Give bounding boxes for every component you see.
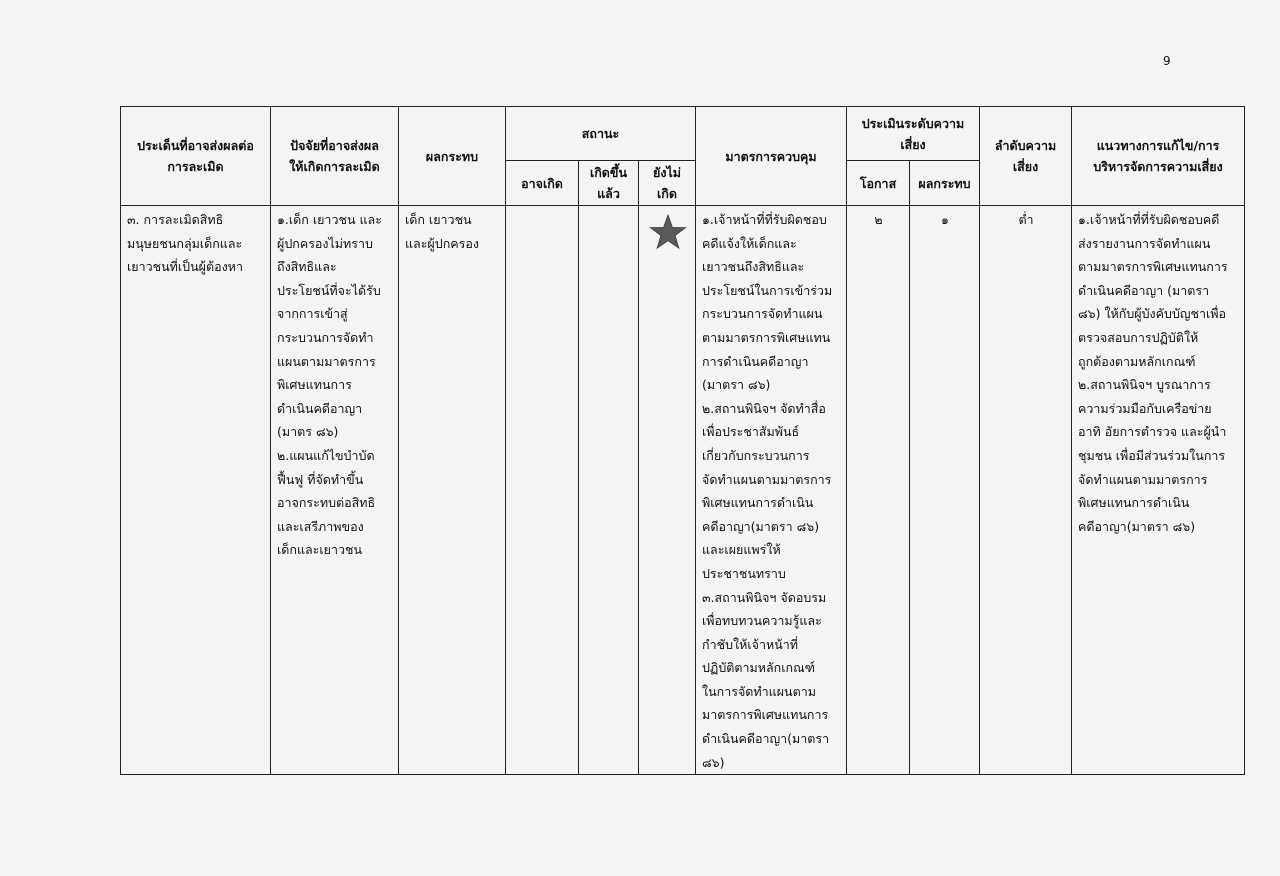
- cell-factor: ๑.เด็ก เยาวชน และ ผู้ปกครองไม่ทราบ ถึงสิทธิและ ประโยชน์ที่จะได้รับ จากการเข้าสู่ กระบวนการจัดทำ แผนตามมาตรการ พิเศษแทนการ ดำเนินคดีอาญา (มาตร ๘๖) ๒.แผนแก้ไขบำบัด ฟื้นฟู ที่จัดทำขึ้น อาจกระทบต่อสิทธิ และเสรีภาพของ เด็กและเยาวชน: [271, 206, 399, 775]
- header-status-occurred: เกิดขึ้น แล้ว: [579, 161, 639, 206]
- header-factor: ปัจจัยที่อาจส่งผล ให้เกิดการละเมิด: [271, 107, 399, 206]
- header-status-not-yet: ยังไม่ เกิด: [639, 161, 696, 206]
- header-severity: ผลกระทบ: [910, 161, 980, 206]
- header-impact: ผลกระทบ: [399, 107, 506, 206]
- cell-issue: ๓. การละเมิดสิทธิ มนุษยชนกลุ่มเด็กและ เยาวชนที่เป็นผู้ต้องหา: [121, 206, 271, 775]
- cell-severity: ๑: [910, 206, 980, 775]
- header-solution: แนวทางการแก้ไข/การ บริหารจัดการความเสี่ยง: [1072, 107, 1245, 206]
- header-control: มาตรการควบคุม: [696, 107, 847, 206]
- table-row: [121, 206, 1245, 775]
- cell-control: ๑.เจ้าหน้าที่ที่รับผิดชอบ คดีแจ้งให้เด็กและ เยาวชนถึงสิทธิและ ประโยชน์ในการเข้าร่วม กระบวนการจัดทำแผน ตามมาตรการพิเศษแทน การดำเนินคดีอาญา (มาตรา ๘๖) ๒.สถานพินิจฯ จัดทำสื่อ เพื่อประชาสัมพันธ์ เกี่ยวกับกระบวนการ จัดทำแผนตามมาตรการ พิเศษแทนการดำเนิน คดีอาญา(มาตรา ๘๖) และเผยแพร่ให้ ประชาชนทราบ ๓.สถานพินิจฯ จัดอบรม เพื่อทบทวนความรู้และ กำชับให้เจ้าหน้าที่ ปฏิบัติตามหลักเกณฑ์ ในการจัดทำแผนตาม มาตรการพิเศษแทนการ ดำเนินคดีอาญา(มาตรา ๘๖): [696, 206, 847, 775]
- cell-likelihood: ๒: [847, 206, 910, 775]
- cell-rank: ต่ำ: [980, 206, 1072, 775]
- header-status-may: อาจเกิด: [506, 161, 579, 206]
- cell-status-occurred: [579, 206, 639, 775]
- page-number: 9: [1163, 54, 1171, 68]
- cell-status-may: [506, 206, 579, 775]
- header-assessment: ประเมินระดับความ เสี่ยง: [847, 107, 980, 161]
- star-icon: [649, 214, 687, 250]
- header-rank: ลำดับความ เสี่ยง: [980, 107, 1072, 206]
- header-issue: ประเด็นที่อาจส่งผลต่อ การละเมิด: [121, 107, 271, 206]
- cell-impact: เด็ก เยาวชน และผู้ปกครอง: [399, 206, 506, 775]
- risk-assessment-table: [120, 106, 1245, 775]
- header-status: สถานะ: [506, 107, 696, 161]
- header-likelihood: โอกาส: [847, 161, 910, 206]
- cell-solution: ๑.เจ้าหน้าที่ที่รับผิดชอบคดี ส่งรายงานการจัดทำแผน ตามมาตรการพิเศษแทนการ ดำเนินคดีอาญา (มาตรา ๘๖) ให้กับผู้บังคับบัญชาเพื่อ ตรวจสอบการปฏิบัติให้ ถูกต้องตามหลักเกณฑ์ ๒.สถานพินิจฯ บูรณาการ ความร่วมมือกับเครือข่าย อาทิ อัยการตำรวจ และผู้นำ ชุมชน เพื่อมีส่วนร่วมในการ จัดทำแผนตามมาตรการ พิเศษแทนการดำเนิน คดีอาญา(มาตรา ๘๖): [1072, 206, 1245, 775]
- cell-status-not-yet: [639, 206, 696, 775]
